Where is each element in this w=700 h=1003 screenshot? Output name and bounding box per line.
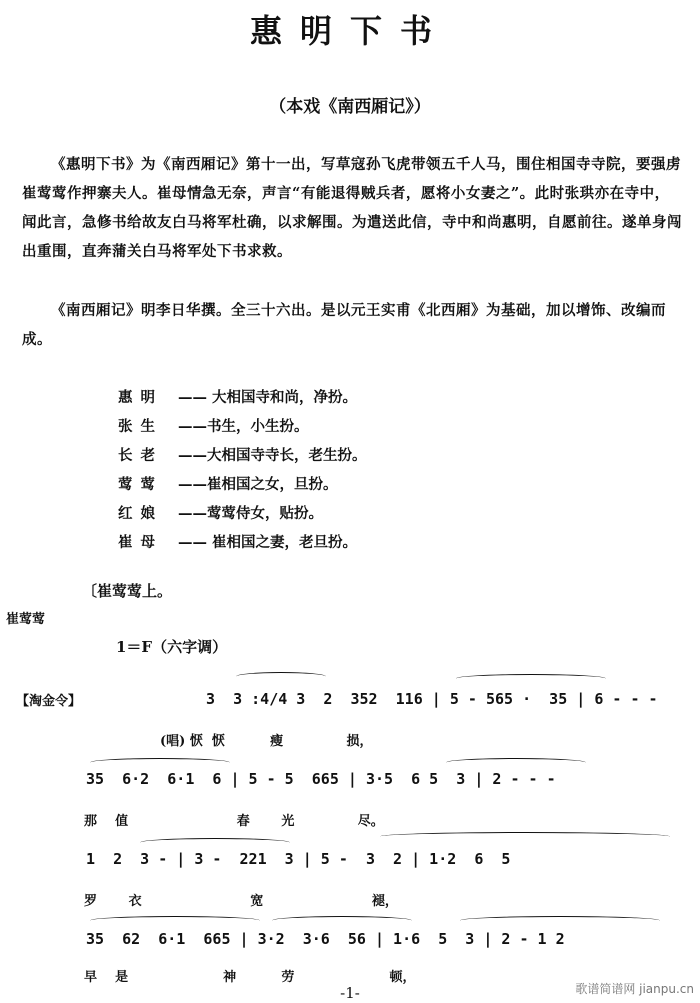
role-row: [118, 386, 357, 407]
role-row: [118, 444, 367, 465]
slur: [90, 916, 260, 925]
role-row: [118, 473, 338, 494]
role-desc: ——崔相国之女，旦扮。: [178, 476, 338, 493]
role-name: 红娘: [118, 505, 163, 522]
lyric-line: (唱) 恹 恹 瘦 损，: [160, 734, 373, 749]
lyric-line: 罗 衣 宽 褪，: [84, 894, 398, 909]
lyric-line: 早 是 神 劳 顿，: [84, 970, 416, 985]
role-name: 长老: [118, 447, 163, 464]
lyric-line: 那 值 春 光 尽。: [84, 814, 384, 829]
intro-paragraph-1: 《惠明下书》为《南西厢记》第十一出，写草寇孙飞虎带领五千人马，围住相国寺寺院，要强虏崔莺莺作押寨夫人。崔母情急无奈，声言“有能退得贼兵者，愿将小女妻之”。此时张珙亦在寺中，闻此言，急修书给故友白马将军杜确，以求解围。为遣送此信，寺中和尚惠明，自愿前往。遂单身闯出重围，直奔蒲关白马将军处下书求救。: [22, 156, 682, 260]
score-row: [0, 770, 700, 830]
role-name: 张生: [118, 418, 163, 435]
slur: [446, 758, 586, 767]
role-name: 惠明: [118, 389, 163, 406]
role-desc: ——莺莺侍女，贴扮。: [178, 505, 323, 522]
score-row: [0, 850, 700, 910]
slur: [90, 758, 230, 767]
role-desc: —— 大相国寺和尚，净扮。: [178, 389, 358, 406]
stage-direction: 〔崔莺莺上。: [82, 582, 173, 600]
watermark: 歌谱简谱网 jianpu.cn: [575, 982, 694, 996]
role-row: [118, 502, 323, 523]
role-row: [118, 415, 309, 436]
page-number: -1-: [340, 984, 360, 1002]
singer-label: 崔莺莺: [6, 612, 46, 627]
slur: [380, 832, 670, 841]
notation: 1 2 3 - | 3 - 221 3 | 5 - 3 2 | 1·2 6 5: [86, 850, 511, 868]
role-name: 莺莺: [118, 476, 163, 493]
slur: [460, 916, 660, 925]
slur: [140, 838, 290, 847]
role-name: 崔母: [118, 534, 163, 551]
slur: [236, 672, 326, 681]
slur: [456, 674, 606, 683]
role-row: [118, 531, 357, 552]
score-row: [0, 690, 700, 750]
subtitle: （本戏《南西厢记》）: [269, 97, 431, 117]
role-desc: ——大相国寺寺长，老生扮。: [178, 447, 367, 464]
notation: 3 3 :4/4 3 2 352 116 | 5 - 565 · 35 | 6 - - -: [206, 690, 658, 708]
role-desc: —— 崔相国之妻，老旦扮。: [178, 534, 358, 551]
slur: [272, 916, 412, 925]
notation: 35 6·2 6·1 6 | 5 - 5 665 | 3·5 6 5 3 | 2 - - -: [86, 770, 556, 788]
page-title: 惠明下书: [249, 12, 450, 50]
intro-paragraph-2: 《南西厢记》明李日华撰。全三十六出。是以元王实甫《北西厢》为基础，加以增饰、改编而成。: [22, 302, 666, 348]
notation: 35 62 6·1 665 | 3·2 3·6 56 | 1·6 5 3 | 2 - 1 2: [86, 930, 565, 948]
role-desc: ——书生，小生扮。: [178, 418, 309, 435]
key-signature: 1＝F（六字调）: [116, 638, 228, 656]
qupai-label: 【淘金令】: [16, 694, 82, 709]
